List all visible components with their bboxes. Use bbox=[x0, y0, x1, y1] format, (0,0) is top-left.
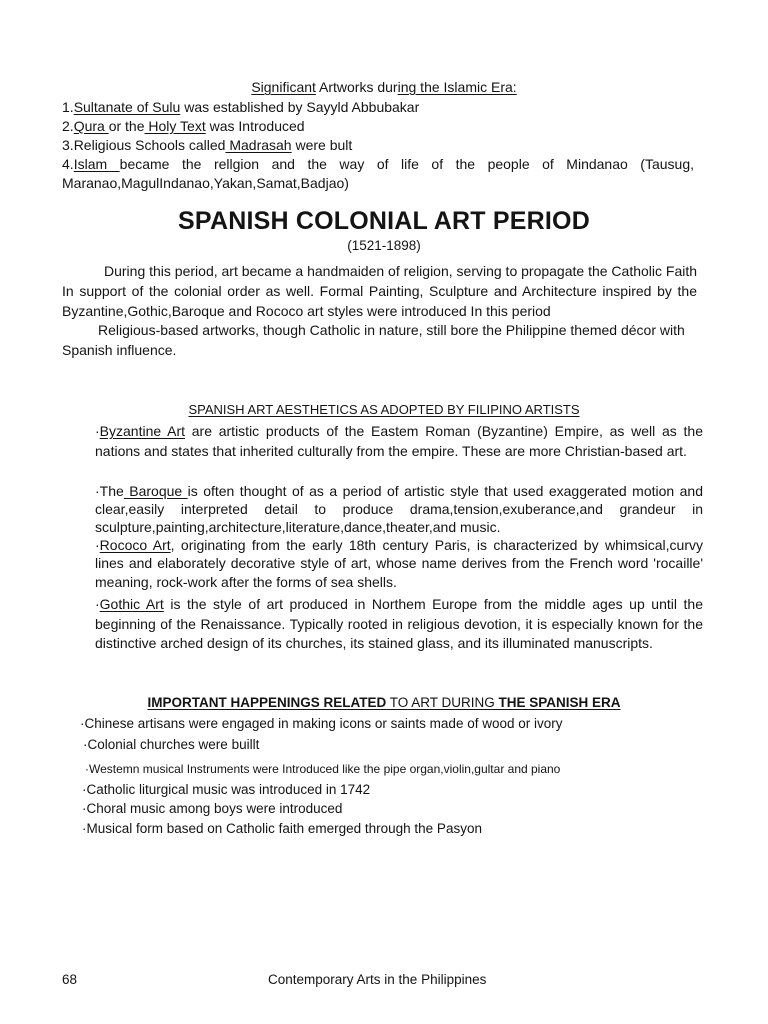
islamic-era-heading bbox=[0, 79, 768, 95]
style-entry-byzantine: ·Byzantine Art are artistic products of the Eastem Roman (Byzantine) Empire, as well as the nations and states that inherited culturally from the empire. These are more Christian-based art. bbox=[95, 423, 703, 459]
book-title: Contemporary Arts in the Philippines bbox=[268, 972, 487, 987]
list-item: 3.Religious Schools called Madrasah were bult bbox=[62, 137, 353, 153]
list-item: ·Westemn musical Instruments were Introduced like the pipe organ,violin,gultar and piano bbox=[85, 762, 561, 776]
period-years: (1521-1898) bbox=[347, 238, 421, 253]
page-number: 68 bbox=[62, 972, 78, 987]
aesthetics-heading: SPANISH ART AESTHETICS AS ADOPTED BY FILIPINO ARTISTS bbox=[188, 402, 580, 417]
list-item: ·Colonial churches were buillt bbox=[83, 737, 260, 752]
heading-end: ing the Islamic Era: bbox=[397, 79, 517, 95]
heading-significant: Significant bbox=[251, 79, 316, 95]
intro-text bbox=[62, 262, 697, 361]
list-item: ·Musical form based on Catholic faith emerged through the Pasyon bbox=[82, 821, 482, 836]
list-item: ·Chinese artisans were engaged in making icons or saints made of wood or ivory bbox=[80, 716, 563, 731]
list-item: 2.Qura or the Holy Text was Introduced bbox=[62, 118, 305, 134]
islamic-era-list bbox=[62, 98, 694, 193]
list-item: ·Catholic liturgical music was introduced in 1742 bbox=[82, 782, 371, 797]
list-item: ·Choral music among boys were introduced bbox=[82, 801, 343, 816]
style-entry-baroque: ·The Baroque is often thought of as a period of artistic style that used exaggerated motion and clear,easily interpreted detail to produce drama,tension,exuberance,and grandeur in sculpture,painting,architecture,literature,dance,theater,and music. bbox=[95, 483, 703, 535]
heading-mid: Artworks dur bbox=[315, 79, 398, 95]
list-item: 4.Islam became the rellgion and the way of life of the people of Mindanao (Tausug, Maranao,MagulIndanao,Yakan,Samat,Badjao) bbox=[62, 156, 694, 191]
list-item: 1.Sultanate of Sulu was established by Sayyld Abbubakar bbox=[62, 99, 420, 115]
happenings-heading: IMPORTANT HAPPENINGS RELATED TO ART DURING THE SPANISH ERA bbox=[147, 695, 621, 710]
style-entry-gothic: ·Gothic Art is the style of art produced in Northem Europe from the middle ages up until the beginning of the Renaissance. Typically rooted in religious devotion, it is especially known for the distinctive arched design of its churches, its stained glass, and its illuminated manuscripts. bbox=[95, 596, 703, 652]
paragraph: Religious-based artworks, though Catholic in nature, still bore the Philippine themed décor with Spanish influence. bbox=[62, 322, 685, 359]
section-title: SPANISH COLONIAL ART PERIOD bbox=[178, 207, 590, 235]
style-entry-rococo: ·Rococo Art, originating from the early 18th century Paris, is characterized by whimsical,curvy lines and elaborately decorative style of art, whose name derives from the French word 'rocaille' meaning, rock-work after the forms of sea shells. bbox=[95, 537, 703, 590]
paragraph: During this period, art became a handmaiden of religion, serving to propagate the Catholic Faith In support of the colonial order as well. Formal Painting, Sculpture and Architecture inspired by the Byzantine,Gothic,Baroque and Rococo art styles were introduced In this period bbox=[62, 263, 698, 319]
